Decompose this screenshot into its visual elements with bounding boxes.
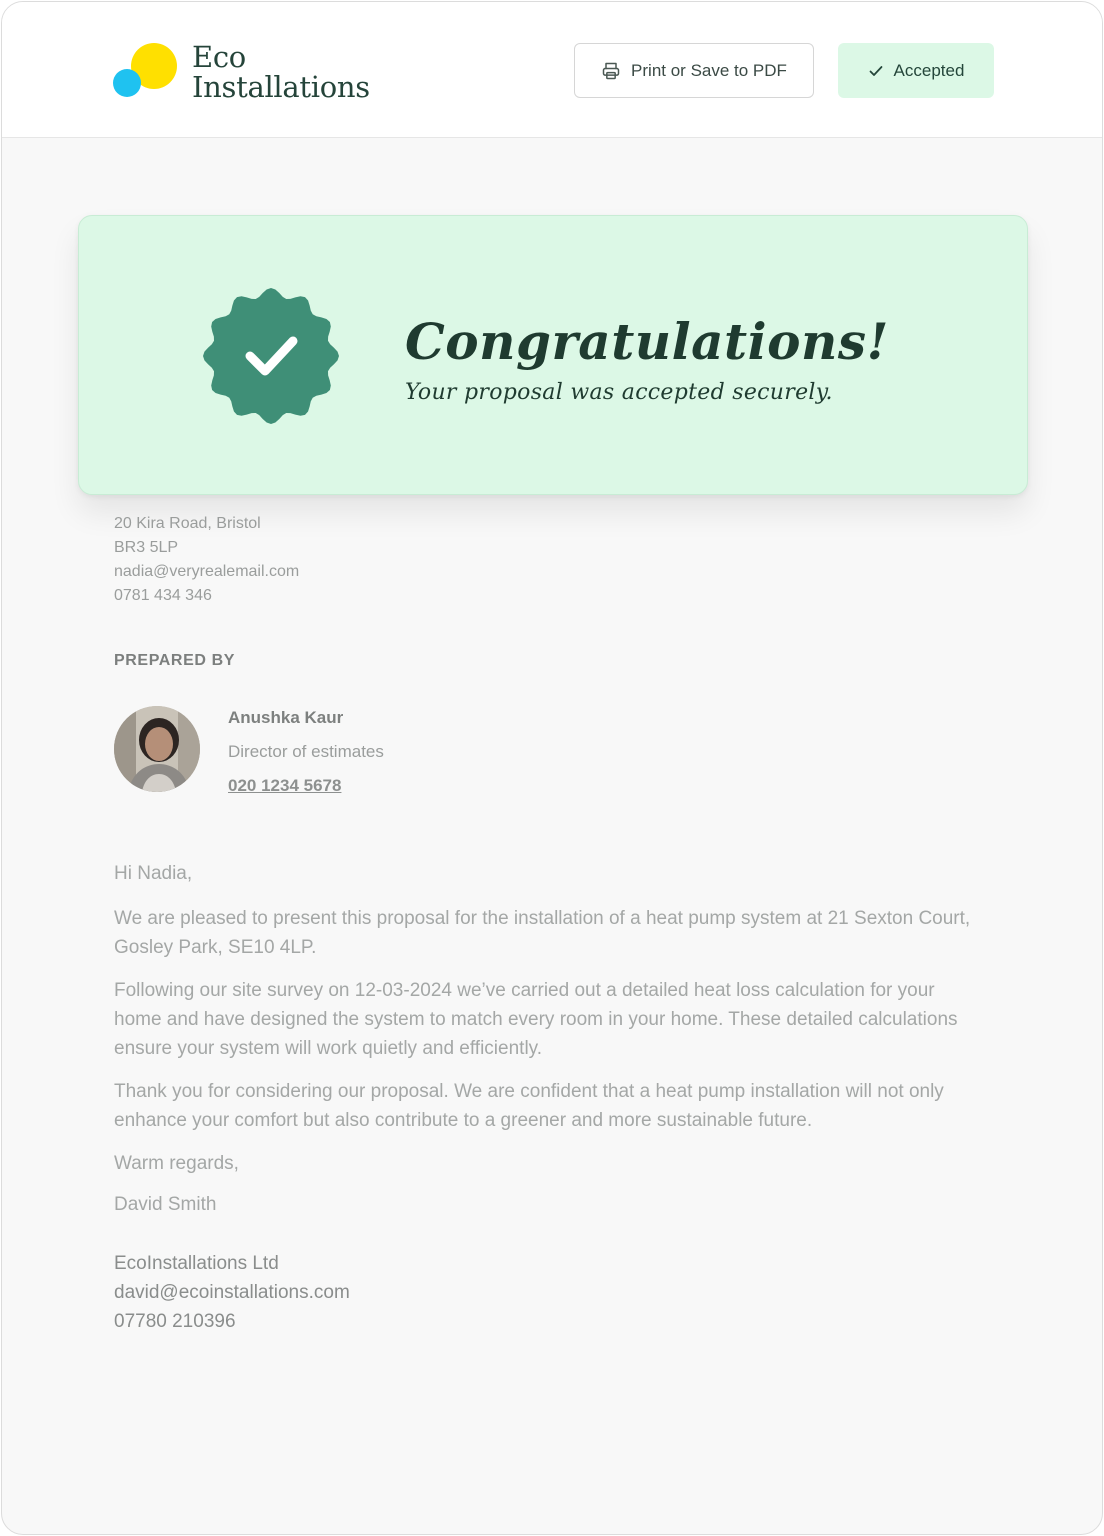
company-email: david@ecoinstallations.com: [114, 1282, 350, 1303]
print-button-label: Print or Save to PDF: [631, 60, 787, 80]
preparer-role: Director of estimates: [228, 742, 384, 761]
avatar: [114, 706, 200, 792]
logo-mark-icon: [112, 42, 180, 102]
brand-name: [192, 42, 370, 102]
banner-subtitle: Your proposal was accepted securely.: [405, 380, 833, 405]
letter-paragraph: Following our site survey on 12-03-2024 we’ve carried out a detailed heat loss calculation for your home and have designed the system to match every room in your home. These detailed calculations ensure your system will work quietly and efficiently.: [114, 980, 958, 1059]
check-icon: [868, 63, 884, 79]
letter-closing: Warm regards,: [114, 1153, 239, 1174]
customer-email: nadia@veryrealemail.com: [114, 563, 300, 580]
brand-logo[interactable]: [112, 40, 372, 110]
printer-icon: [601, 61, 621, 81]
proposal-page: [1, 1, 1103, 1535]
letter-greeting: Hi Nadia,: [114, 863, 193, 884]
top-bar: [2, 2, 1102, 138]
customer-address: [114, 512, 299, 608]
brand-name-line2: Installations: [192, 70, 370, 104]
letter-paragraph: Thank you for considering our proposal. We are confident that a heat pump installation will not only enhance your comfort but also contribute to a greener and more sustainable future.: [114, 1081, 944, 1131]
address-postcode: BR3 5LP: [114, 539, 179, 556]
print-save-pdf-button[interactable]: [574, 43, 814, 98]
company-phone: 07780 210396: [114, 1311, 236, 1332]
prepared-by-label: PREPARED BY: [114, 652, 235, 669]
letter-signer: David Smith: [114, 1194, 217, 1215]
acceptance-banner: [78, 215, 1028, 495]
avatar-photo: [114, 706, 200, 792]
address-line: 20 Kira Road, Bristol: [114, 515, 261, 532]
verified-badge-icon: [203, 286, 339, 426]
brand-name-line1: Eco: [192, 40, 246, 74]
letter-paragraph: We are pleased to present this proposal for the installation of a heat pump system at 21 Sexton Court, Gosley Park, SE10 4LP.: [114, 908, 971, 958]
company-details: [114, 1249, 350, 1336]
company-name: EcoInstallations Ltd: [114, 1253, 279, 1274]
proposal-letter: [114, 859, 974, 1249]
preparer-name: Anushka Kaur: [228, 708, 344, 727]
customer-phone: 0781 434 346: [114, 587, 212, 604]
banner-title: Congratulations!: [405, 312, 889, 371]
accepted-status-button[interactable]: [838, 43, 994, 98]
preparer-phone-link[interactable]: 020 1234 5678: [228, 776, 342, 795]
accepted-label: Accepted: [893, 60, 965, 80]
